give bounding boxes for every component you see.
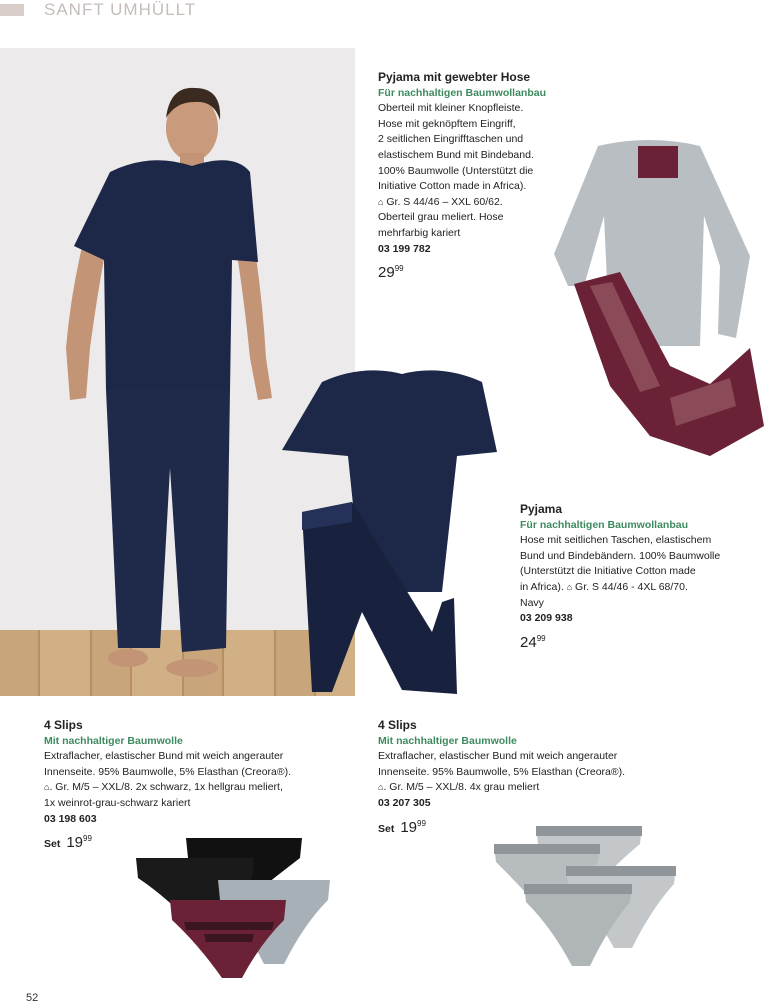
slips-dark-image bbox=[134, 834, 338, 982]
description-line: Hose mit geknöpftem Eingriff, bbox=[378, 117, 516, 130]
description-line: (Unterstützt die Initiative Cotton made bbox=[520, 565, 696, 578]
description-line: ⌂ Gr. S 44/46 – XXL 60/62. bbox=[378, 195, 588, 211]
product-title: Pyjama bbox=[520, 502, 563, 516]
price: $29^{99}$ bbox=[378, 264, 404, 282]
product-title: Pyjama mit gewebter Hose bbox=[378, 70, 531, 84]
pyjama-navy-image bbox=[282, 362, 504, 694]
description-line: Navy bbox=[520, 596, 544, 609]
price: $24^{99}$ bbox=[520, 633, 546, 651]
description-line: Oberteil mit kleiner Knopfleiste. bbox=[378, 102, 524, 115]
slips-grey-image bbox=[490, 822, 680, 972]
description-line: 1x weinrot-grau-schwarz kariert bbox=[44, 796, 191, 809]
description-line: Oberteil grau meliert. Hose bbox=[378, 211, 504, 224]
description-line: 2 seitlichen Eingrifftaschen und bbox=[378, 133, 524, 146]
article-number: 03 209 938 bbox=[520, 612, 573, 625]
product-subtitle: Für nachhaltigen Baumwollanbau bbox=[378, 86, 547, 99]
description-line: Innenseite. 95% Baumwolle, 5% Elasthan (Creora®). bbox=[378, 765, 626, 778]
description-line: Extraflacher, elastischer Bund mit weich angerauter bbox=[378, 750, 618, 763]
wash-symbol-icon: ⌂ bbox=[378, 196, 384, 207]
description-line: Initiative Cotton made in Africa). bbox=[378, 180, 527, 193]
wash-symbol-icon: ⌂ bbox=[566, 581, 573, 592]
description-line: mehrfarbig kariert bbox=[378, 226, 461, 239]
product-subtitle: Mit nachhaltiger Baumwolle bbox=[378, 734, 517, 747]
page-number: 52 bbox=[26, 992, 39, 1004]
product-pyjama-navy bbox=[520, 502, 750, 650]
description-line: ⌂. Gr. M/5 – XXL/8. 4x grau meliert bbox=[378, 780, 678, 796]
article-number: 03 198 603 bbox=[44, 812, 97, 825]
description-line: Bund und Bindebändern. 100% Baumwolle bbox=[520, 549, 721, 562]
description-line: in Africa). ⌂ Gr. S 44/46 - 4XL 68/70. bbox=[520, 580, 750, 596]
section-color-bar bbox=[0, 4, 24, 16]
product-title: 4 Slips bbox=[378, 718, 417, 732]
article-number: 03 199 782 bbox=[378, 242, 431, 255]
description-line: ⌂. Gr. M/5 – XXL/8. 2x schwarz, 1x hellgrau meliert, bbox=[44, 780, 344, 796]
description-line: elastischem Bund mit Bindeband. bbox=[378, 148, 534, 161]
section-title: SANFT UMHÜLLT bbox=[44, 0, 197, 19]
description-line: Hose mit seitlichen Taschen, elastischem bbox=[520, 534, 712, 547]
wash-symbol-icon: ⌂ bbox=[44, 782, 50, 793]
product-slips-grey bbox=[378, 718, 678, 837]
product-slips-dark bbox=[44, 718, 344, 853]
price: Set $19^{99}$ bbox=[378, 818, 426, 836]
description-line: Innenseite. 95% Baumwolle, 5% Elasthan (Creora®). bbox=[44, 765, 292, 778]
price: Set $19^{99}$ bbox=[44, 834, 92, 852]
product-subtitle: Für nachhaltigen Baumwollanbau bbox=[520, 518, 689, 531]
description-line: 100% Baumwolle (Unterstützt die bbox=[378, 164, 534, 177]
article-number: 03 207 305 bbox=[378, 796, 431, 809]
product-title: 4 Slips bbox=[44, 718, 83, 732]
wash-symbol-icon: ⌂ bbox=[378, 782, 384, 793]
pyjama-grey-plaid-image bbox=[550, 136, 768, 468]
product-subtitle: Mit nachhaltiger Baumwolle bbox=[44, 734, 183, 747]
description-line: Extraflacher, elastischer Bund mit weich angerauter bbox=[44, 750, 284, 763]
